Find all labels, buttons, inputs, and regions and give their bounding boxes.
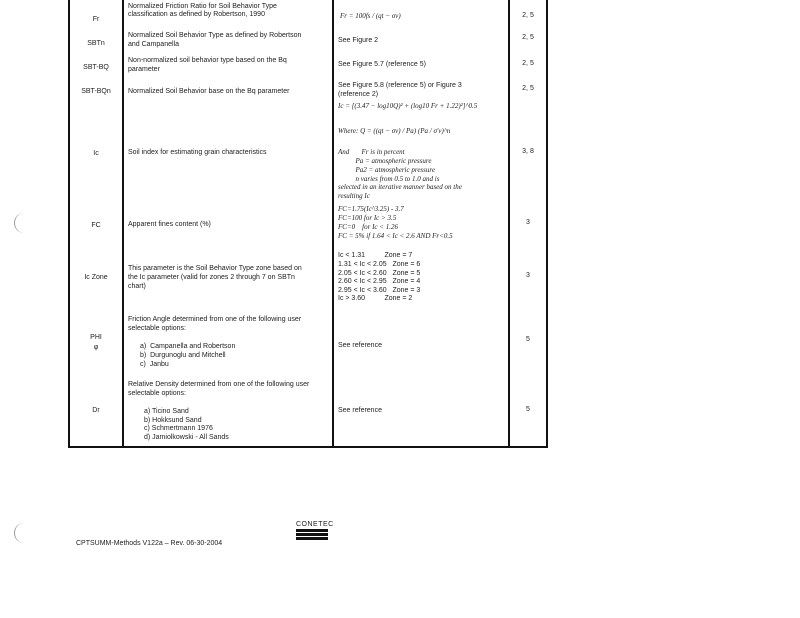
row-symbol: Ic Zone <box>84 274 108 281</box>
row-value-line: Ic = [(3.47 − log10Q)² + (log10 Fr + 1.22)²]^0.5 <box>338 102 478 110</box>
row-value-line: Pa2 = atmospheric pressure <box>338 166 435 174</box>
table-col-divider-2 <box>332 0 334 448</box>
row-reference: 5 <box>526 336 530 343</box>
row-symbol: SBTn <box>87 40 105 47</box>
row-reference: 3, 8 <box>522 148 534 155</box>
row-value-line: And Fr is in percent <box>338 148 405 156</box>
row-description-line: Non-normalized soil behavior type based on the Bq <box>128 57 287 64</box>
row-description-line: a) Campanella and Robertson <box>140 343 236 350</box>
footer-document-reference: CPTSUMM-Methods V122a – Rev. 06-30-2004 <box>76 540 223 547</box>
logo-text: CONETEC <box>296 521 334 528</box>
row-value-line: 2.60 < Ic < 2.95 Zone = 4 <box>338 278 421 285</box>
row-description-line: selectable options: <box>128 390 186 397</box>
row-reference: 3 <box>526 272 530 279</box>
row-value-line: See reference <box>338 342 382 349</box>
row-value-line: Where: Q = ((qt − σv) / Pa) (Pa / σ'v)^n <box>338 127 451 135</box>
row-value-line: selected in an iterative manner based on the <box>338 183 462 191</box>
row-symbol: PHI <box>90 334 102 341</box>
logo-bar <box>296 529 328 532</box>
row-value-line: See Figure 2 <box>338 37 379 44</box>
company-logo <box>296 521 334 545</box>
row-value-line: FC = 5% if 1.64 < Ic < 2.6 AND Fr<0.5 <box>338 232 453 240</box>
row-description-line: d) Jamiolkowski - All Sands <box>144 434 229 441</box>
row-symbol: Fr <box>92 16 100 23</box>
row-description-line: This parameter is the Soil Behavior Type zone based on <box>128 265 302 272</box>
row-description-line: the Ic parameter (valid for zones 2 through 7 on SBTn <box>128 274 295 281</box>
row-description-line: Normalized Soil Behavior Type as defined by Robertson <box>128 32 302 39</box>
row-description-line: c) Janbu <box>140 361 169 368</box>
row-reference: 2, 5 <box>522 60 534 67</box>
row-symbol: Ic <box>93 150 99 157</box>
row-value-line: See reference <box>338 407 382 414</box>
row-description-line: Friction Angle determined from one of the following user <box>128 316 302 323</box>
row-symbol: SBT-BQ <box>83 64 109 71</box>
row-reference: 5 <box>526 406 530 413</box>
row-value-line: Pa = atmospheric pressure <box>338 157 432 165</box>
row-value-line: 2.05 < Ic < 2.60 Zone = 5 <box>338 270 421 277</box>
row-value-line: (reference 2) <box>338 91 379 98</box>
row-value-line: See Figure 5.7 (reference 5) <box>338 61 426 68</box>
table-bottom-border <box>68 446 548 448</box>
row-reference: 3 <box>526 219 530 226</box>
row-description-line: and Campanella <box>128 41 179 48</box>
row-description-line: b) Durgunoglu and Mitchell <box>140 352 226 359</box>
punch-hole-mark <box>14 213 25 233</box>
row-value-line: n varies from 0.5 to 1.0 and is <box>338 175 440 183</box>
row-description-line: a) Ticino Sand <box>144 408 189 415</box>
row-value-line: FC=100 for Ic > 3.5 <box>338 214 397 222</box>
row-symbol: Dr <box>92 407 100 414</box>
row-value-line: resulting Ic <box>338 192 370 200</box>
row-description-line: Apparent fines content (%) <box>128 221 211 228</box>
row-value-line: FC=1.75(Ic^3.25) - 3.7 <box>338 205 404 213</box>
row-description-line: Soil index for estimating grain characteristics <box>128 149 267 156</box>
row-value-line: 2.95 < Ic < 3.60 Zone = 3 <box>338 287 421 294</box>
row-description-line: c) Schmertmann 1976 <box>144 425 213 432</box>
logo-bar <box>296 533 328 536</box>
row-value-line: See Figure 5.8 (reference 5) or Figure 3 <box>338 82 462 89</box>
row-description-line: Relative Density determined from one of the following user <box>128 381 310 388</box>
row-description-line: classification as defined by Robertson, 1990 <box>128 11 265 18</box>
row-description-line: Normalized Friction Ratio for Soil Behavior Type <box>128 3 277 10</box>
row-description-line: b) Hokksund Sand <box>144 417 202 424</box>
row-reference: 2, 5 <box>522 34 534 41</box>
row-description-line: selectable options: <box>128 325 186 332</box>
punch-hole-mark <box>14 523 25 543</box>
row-reference: 2, 5 <box>522 12 534 19</box>
row-symbol: SBT-BQn <box>81 88 111 95</box>
row-symbol: FC <box>91 222 101 229</box>
row-reference: 2, 5 <box>522 85 534 92</box>
row-description-line: chart) <box>128 283 146 290</box>
table-col-divider-1 <box>122 0 124 448</box>
logo-bar <box>296 537 328 540</box>
row-value-line: Ic > 3.60 Zone = 2 <box>338 295 413 302</box>
row-symbol-greek: φ <box>93 344 99 351</box>
row-value-line: Fr = 100fs / (qt − σv) <box>340 12 401 20</box>
row-description-line: Normalized Soil Behavior base on the Bq parameter <box>128 88 290 95</box>
row-description-line: parameter <box>128 66 160 73</box>
row-value-line: FC=0 for Ic < 1.26 <box>338 223 398 231</box>
row-value-line: 1.31 < Ic < 2.05 Zone = 6 <box>338 261 421 268</box>
row-value-line: Ic < 1.31 Zone = 7 <box>338 252 413 259</box>
